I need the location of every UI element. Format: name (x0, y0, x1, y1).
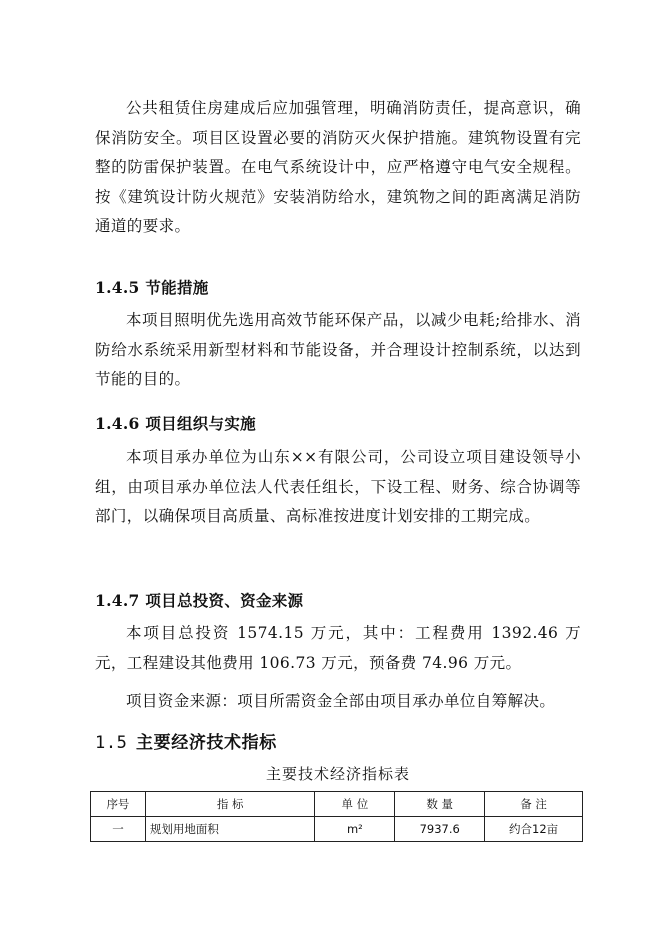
paragraph-energy-saving: 本项目照明优先选用高效节能环保产品，以减少电耗;给排水、消防给水系统采用新型材料和节能设备，并合理设计控制系统，以达到节能的目的。 (95, 311, 581, 389)
header-quantity: 数 量 (395, 792, 485, 817)
heading-1-5-text: 主要经济技术指标 (136, 733, 277, 753)
table-caption: 主要技术经济指标表 (265, 765, 410, 783)
header-indicator: 指 标 (145, 792, 315, 817)
paragraph-funding: 项目资金来源：项目所需资金全部由项目承办单位自筹解决。 (126, 692, 556, 710)
cell-unit: m² (315, 817, 395, 842)
heading-1-4-7: 1.4.7 项目总投资、资金来源 (95, 591, 304, 610)
heading-1-5-number: 1.5 (95, 733, 128, 753)
table-row (91, 817, 583, 842)
indicator-table (90, 791, 583, 842)
cell-indicator: 规划用地面积 (145, 817, 315, 842)
cell-quantity: 7937.6 (395, 817, 485, 842)
paragraph-organization: 本项目承办单位为山东××有限公司，公司设立项目建设领导小组，由项目承办单位法人代表任组长，下设工程、财务、综合协调等部门，以确保项目高质量、高标准按进度计划安排的工期完成。 (95, 448, 581, 526)
heading-1-4-5: 1.4.5 节能措施 (95, 278, 209, 297)
heading-1-5 (95, 728, 277, 753)
heading-1-4-6: 1.4.6 项目组织与实施 (95, 414, 256, 433)
header-unit: 单 位 (315, 792, 395, 817)
paragraph-fire-safety: 公共租赁住房建成后应加强管理，明确消防责任，提高意识，确保消防安全。项目区设置必要的消防灭火保护措施。建筑物设置有完整的防雷保护装置。在电气系统设计中，应严格遵守电气安全规程。按《建筑设计防火规范》安装消防给水，建筑物之间的距离满足消防通道的要求。 (95, 99, 581, 236)
cell-remark: 约合12亩 (485, 817, 583, 842)
table-header-row (91, 792, 583, 817)
cell-seq: 一 (91, 817, 146, 842)
paragraph-investment: 本项目总投资 1574.15 万元，其中：工程费用 1392.46 万元，工程建设其他费用 106.73 万元，预备费 74.96 万元。 (95, 624, 581, 672)
header-seq: 序号 (91, 792, 146, 817)
header-remark: 备 注 (485, 792, 583, 817)
